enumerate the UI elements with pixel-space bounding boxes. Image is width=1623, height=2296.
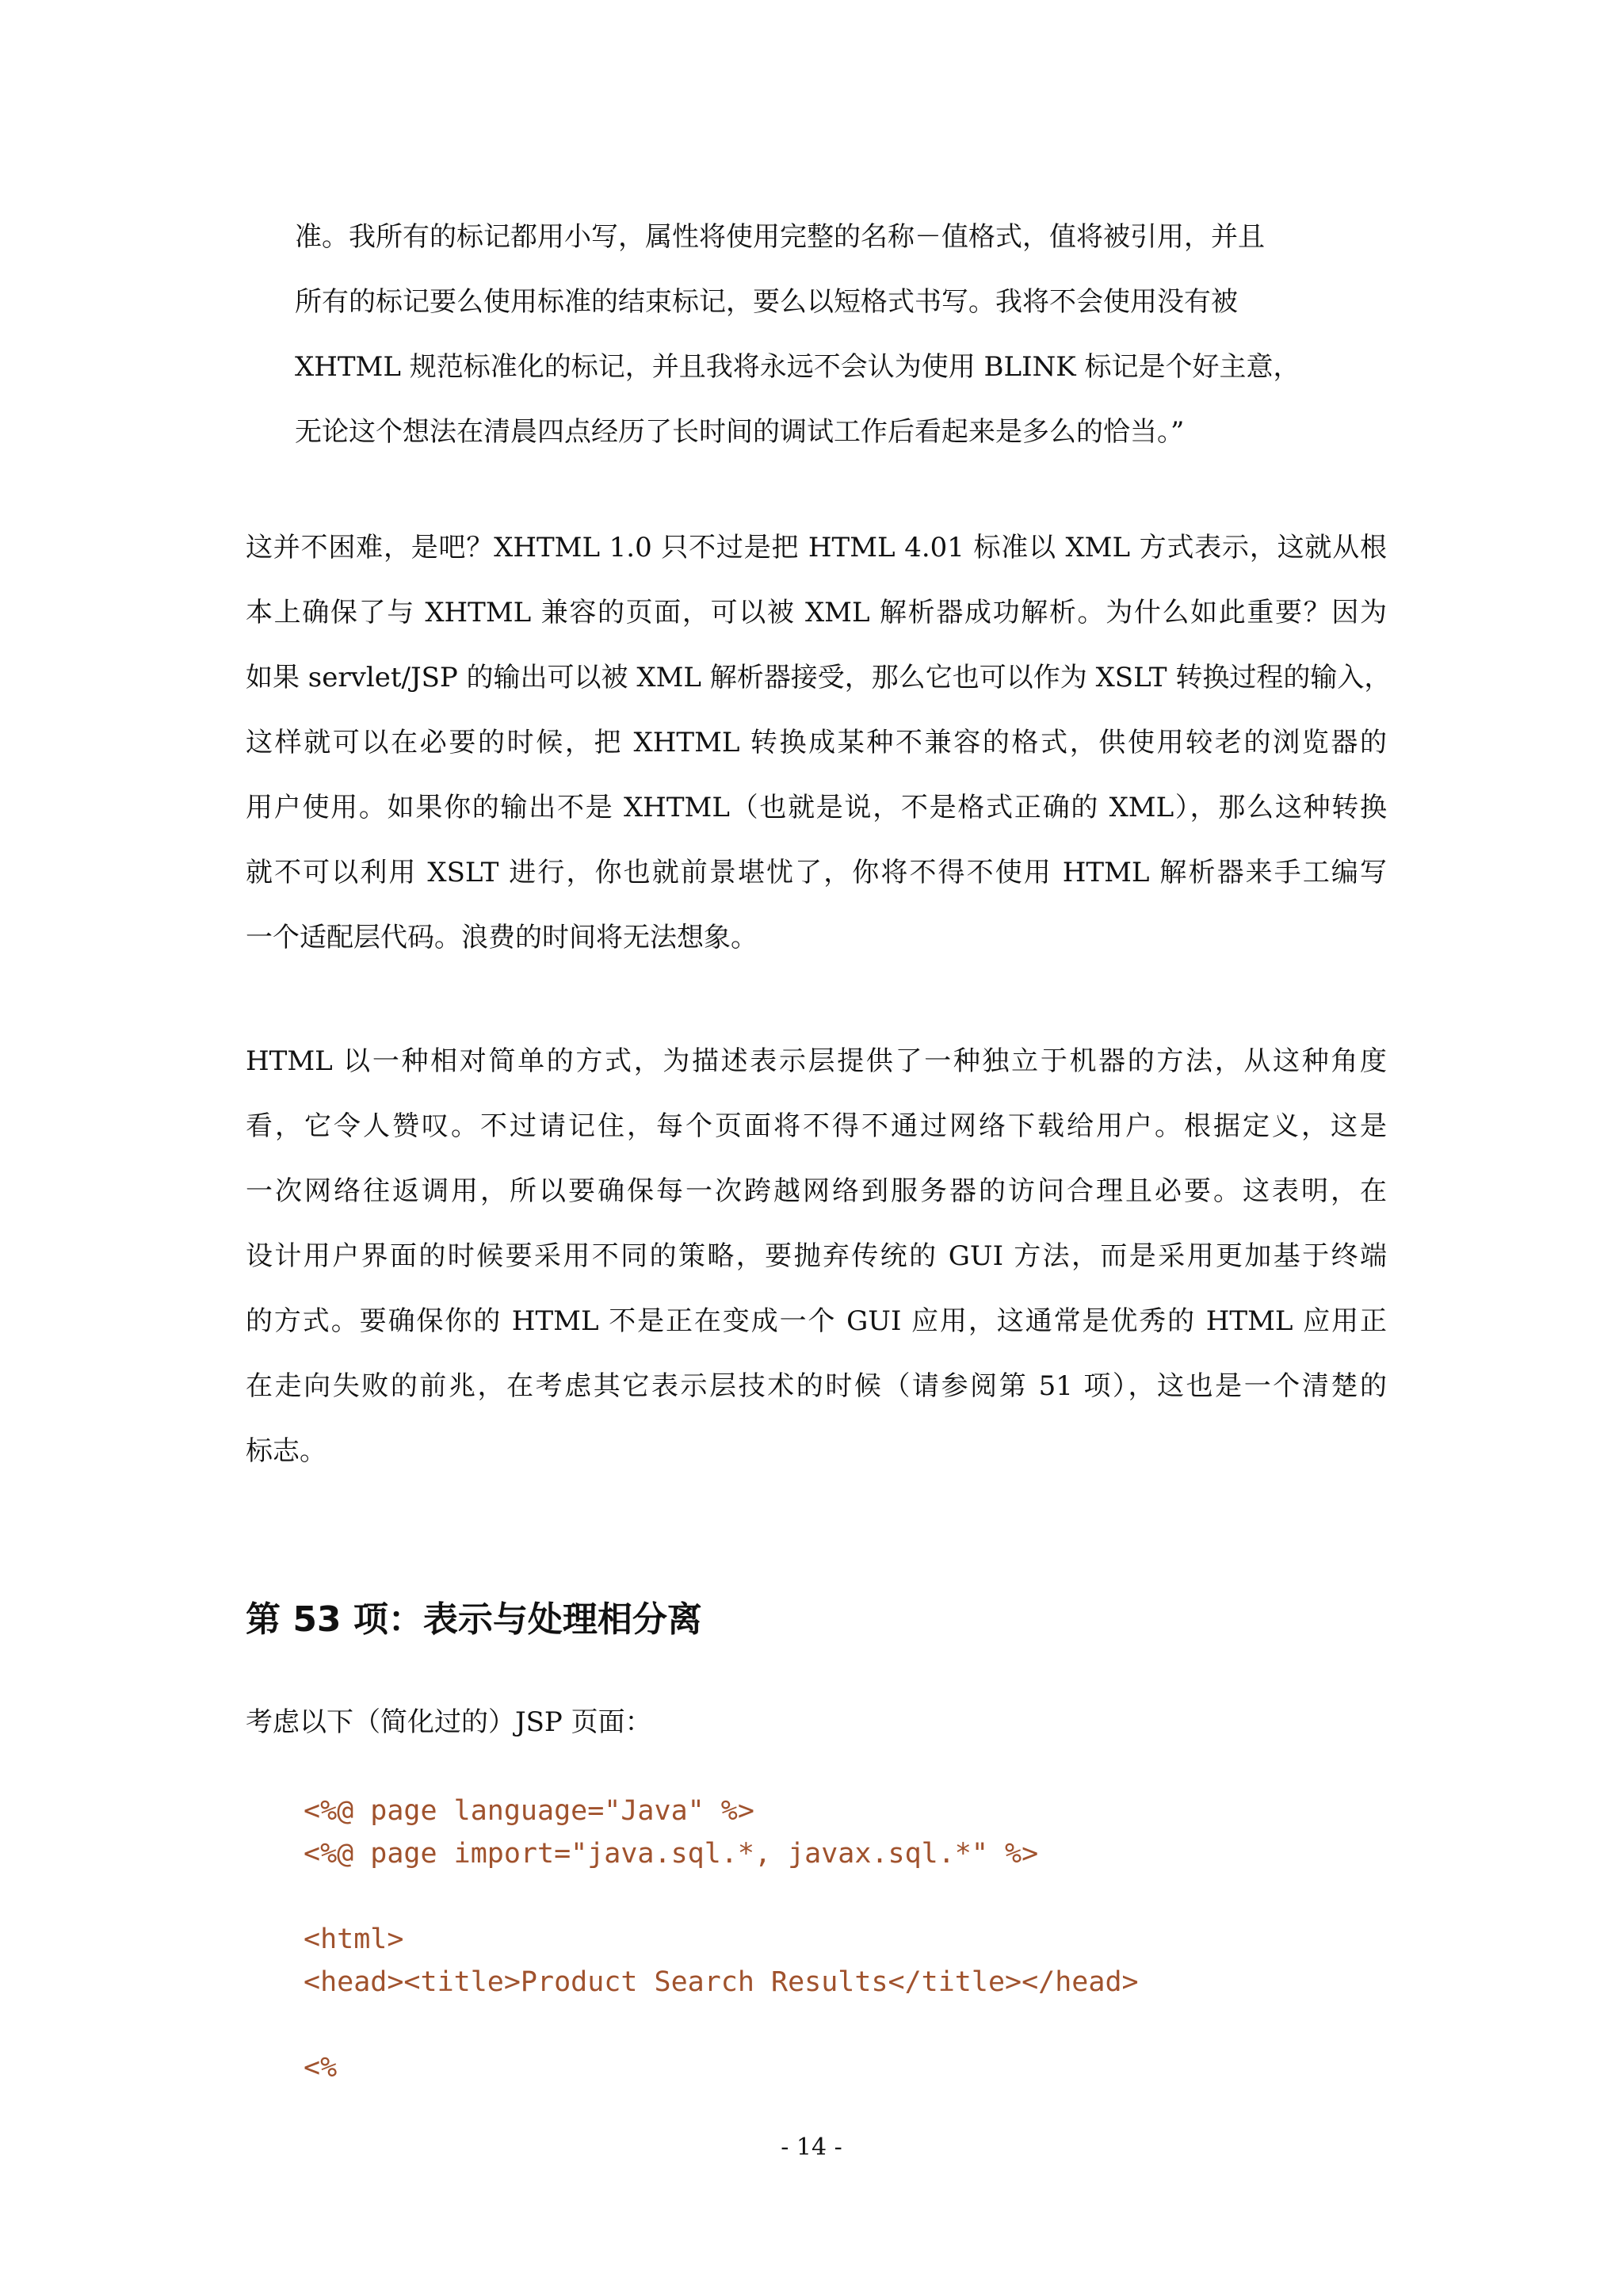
paragraph-line: HTML 以一种相对简单的方式，为描述表示层提供了一种独立于机器的方法，从这种角度: [246, 1045, 1387, 1077]
body-paragraph: [246, 515, 1392, 970]
paragraph-line: 标志。: [246, 1435, 327, 1467]
paragraph-line: 在走向失败的前兆，在考虑其它表示层技术的时候（请参阅第 51 项），这也是一个清楚的: [246, 1370, 1387, 1402]
paragraph-line: 用户使用。如果你的输出不是 XHTML（也就是说，不是格式正确的 XML），那么这种转换: [246, 792, 1387, 823]
body-paragraph: [246, 1029, 1387, 1484]
paragraph-line: 这样就可以在必要的时候，把 XHTML 转换成某种不兼容的格式，供使用较老的浏览器的: [246, 727, 1387, 758]
quote-line: 所有的标记要么使用标准的结束标记，要么以短格式书写。我将不会使用没有被: [295, 286, 1238, 318]
section-heading: 第 53 项：表示与处理相分离: [246, 1599, 702, 1640]
paragraph-line: 就不可以利用 XSLT 进行，你也就前景堪忧了，你将不得不使用 HTML 解析器来手工编写: [246, 857, 1387, 888]
paragraph-line: 看，它令人赞叹。不过请记住，每个页面将不得不通过网络下载给用户。根据定义，这是: [246, 1110, 1387, 1142]
quote-line: 无论这个想法在清晨四点经历了长时间的调试工作后看起来是多么的恰当。”: [295, 416, 1185, 448]
block-quote: [295, 204, 1388, 464]
intro-text: 考虑以下（简化过的）JSP 页面：: [246, 1706, 652, 1738]
code-line: <%@ page import="java.sql.*, javax.sql.*" %>: [304, 1838, 1039, 1870]
paragraph-line: 本上确保了与 XHTML 兼容的页面，可以被 XML 解析器成功解析。为什么如此重要？因为: [246, 597, 1387, 628]
quote-line: XHTML 规范标准化的标记，并且我将永远不会认为使用 BLINK 标记是个好主意，: [295, 351, 1300, 383]
code-line: <%@ page language="Java" %>: [304, 1795, 754, 1827]
paragraph-line: 这并不困难，是吧？XHTML 1.0 只不过是把 HTML 4.01 标准以 XML 方式表示，这就从根: [246, 532, 1387, 563]
code-line: <head><title>Product Search Results</title></head>: [304, 1966, 1139, 1998]
paragraph-line: 如果 servlet/JSP 的输出可以被 XML 解析器接受，那么它也可以作为 XSLT 转换过程的输入，: [246, 662, 1392, 693]
paragraph-line: 设计用户界面的时候要采用不同的策略，要抛弃传统的 GUI 方法，而是采用更加基于终端: [246, 1240, 1387, 1272]
page-number: - 14 -: [781, 2134, 842, 2161]
code-block: [304, 1790, 1139, 2089]
code-line: <html>: [304, 1924, 404, 1955]
paragraph-line: 的方式。要确保你的 HTML 不是正在变成一个 GUI 应用，这通常是优秀的 HTML 应用正: [246, 1305, 1387, 1337]
code-line: <%: [304, 2052, 338, 2084]
paragraph-line: 一个适配层代码。浪费的时间将无法想象。: [246, 922, 758, 953]
code-line: [304, 1875, 1139, 1918]
code-line: [304, 2004, 1139, 2046]
paragraph-line: 一次网络往返调用，所以要确保每一次跨越网络到服务器的访问合理且必要。这表明，在: [246, 1175, 1387, 1207]
quote-line: 准。我所有的标记都用小写，属性将使用完整的名称－值格式，值将被引用，并且: [295, 221, 1265, 253]
